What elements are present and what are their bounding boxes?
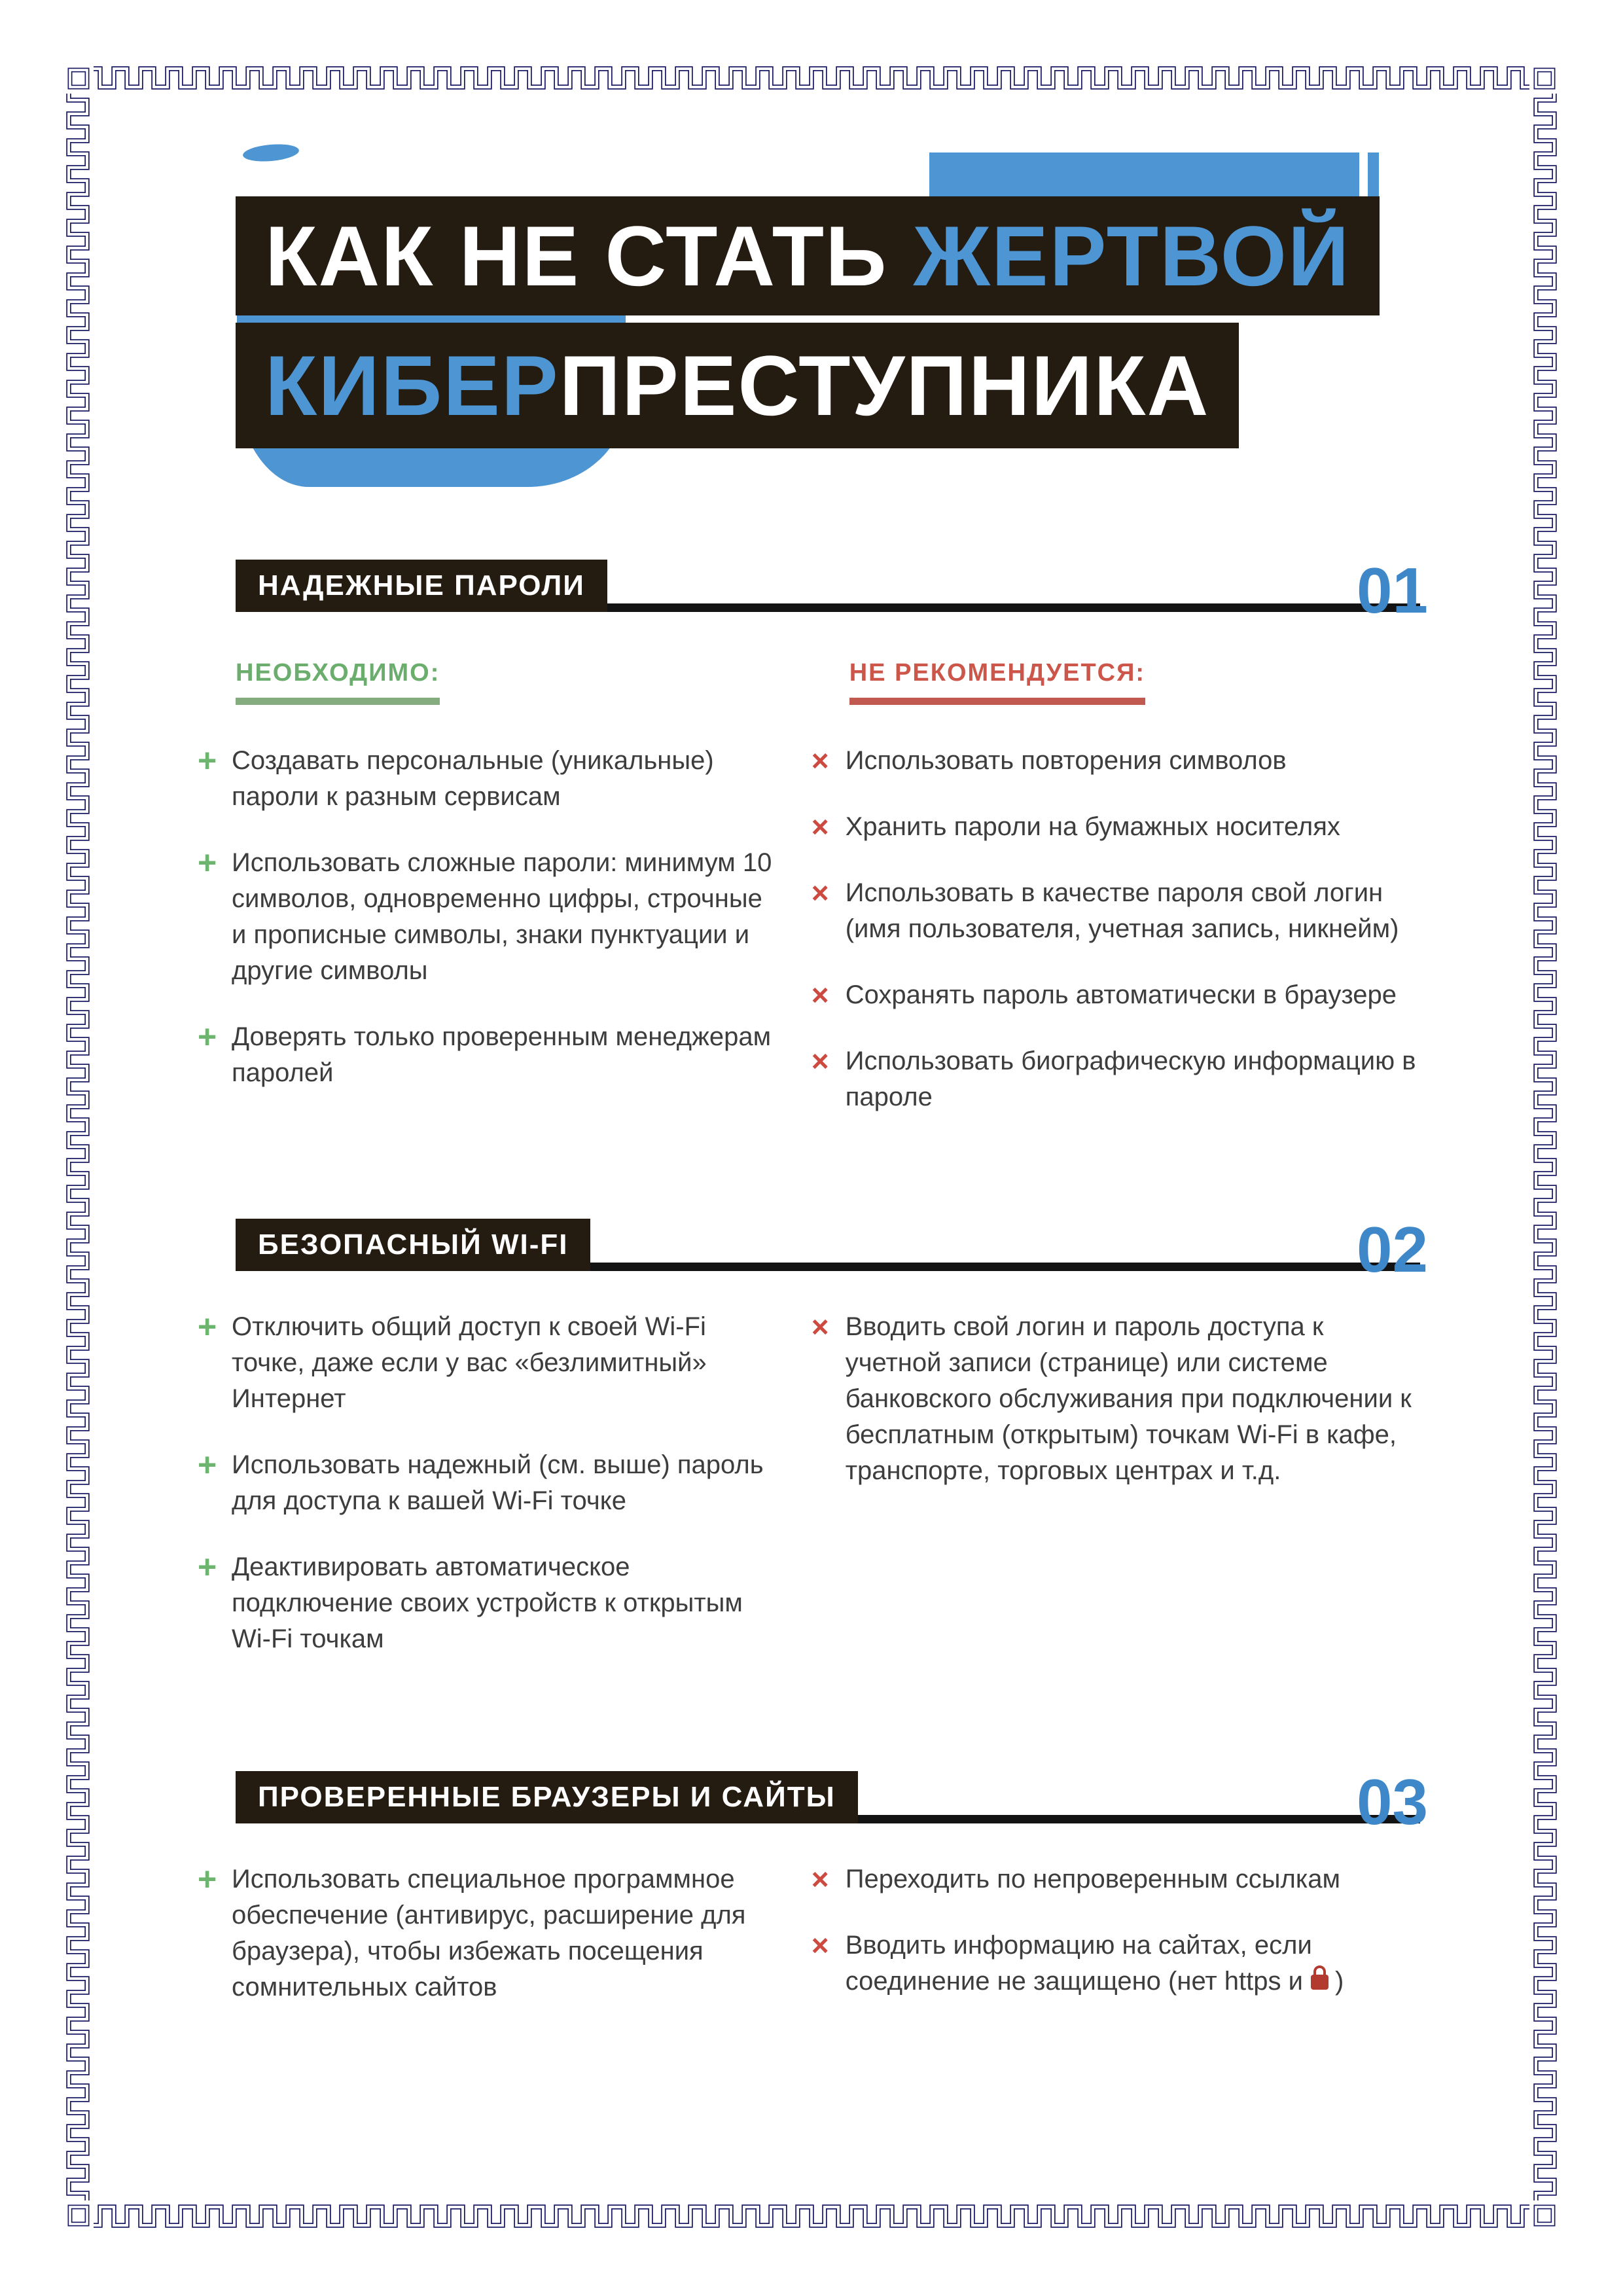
plus-icon: + <box>198 1446 217 1483</box>
plus-icon: + <box>198 844 217 881</box>
list-item <box>198 844 774 989</box>
list-item-text: Отключить общий доступ к своей Wi-Fi точке, даже если у вас «безлимитный» Интернет <box>232 1312 707 1413</box>
section-columns <box>198 1861 1420 2036</box>
do-column <box>198 1308 774 1687</box>
list-item <box>198 742 774 815</box>
cross-icon: × <box>811 1310 829 1344</box>
dont-label: НЕ РЕКОМЕНДУЕТСЯ: <box>849 659 1145 705</box>
list-item-text: Использовать сложные пароли: минимум 10 символов, одновременно цифры, строчные и прописные символы, знаки пунктуации и другие символы <box>232 848 772 985</box>
dont-label-cell <box>849 659 1420 705</box>
border-corner-square-icon <box>63 63 94 94</box>
section-header <box>236 554 1428 626</box>
list-item-text: Сохранять пароль автоматически в браузере <box>845 980 1397 1009</box>
list-item-text: Использовать биографическую информацию в пароле <box>845 1047 1416 1111</box>
list-item <box>198 1446 774 1519</box>
plus-icon: + <box>198 1018 217 1055</box>
meander-border-bottom-icon <box>94 2200 1529 2231</box>
section-title-box <box>236 1771 858 1823</box>
lock-item-post-text: ) <box>1334 1967 1344 1996</box>
section-title: БЕЗОПАСНЫЙ WI-FI <box>258 1229 569 1261</box>
list-item-text: Создавать персональные (уникальные) пароли к разным сервисам <box>232 746 714 811</box>
list-item-text: Использовать повторения символов <box>845 746 1287 775</box>
border-corner-square-icon <box>1529 63 1560 94</box>
dont-column <box>811 743 1420 1145</box>
list-item <box>811 875 1420 947</box>
list-item-text: Переходить по непроверенным ссылкам <box>845 1865 1341 1893</box>
title-line1-white: КАК НЕ СТАТЬ <box>265 208 888 304</box>
section-columns <box>198 1308 1420 1687</box>
plus-icon: + <box>198 1308 217 1345</box>
border-corner-square-icon <box>1529 2200 1560 2231</box>
section-title-box <box>236 560 607 612</box>
section-browsers <box>198 1766 1428 2036</box>
content-area <box>198 554 1428 2036</box>
meander-border-right-icon <box>1529 94 1560 2200</box>
title-line2-white: ПРЕСТУПНИКА <box>559 338 1210 433</box>
title-line2-blue: КИБЕР <box>265 338 560 433</box>
cross-icon: × <box>811 744 829 778</box>
list-item-text: Деактивировать автоматическое подключение своих устройств к открытым Wi-Fi точкам <box>232 1552 743 1653</box>
cross-icon: × <box>811 1862 829 1896</box>
section-title: НАДЕЖНЫЕ ПАРОЛИ <box>258 569 585 601</box>
meander-border-left-icon <box>63 94 94 2200</box>
meander-border-top-icon <box>94 63 1529 94</box>
list-item-text: Использовать надежный (см. выше) пароль для доступа к вашей Wi-Fi точке <box>232 1450 764 1515</box>
section-title: ПРОВЕРЕННЫЕ БРАУЗЕРЫ И САЙТЫ <box>258 1781 836 1813</box>
do-label-cell <box>236 659 774 705</box>
title-line1-blue: ЖЕРТВОЙ <box>913 208 1351 304</box>
cross-icon: × <box>811 1044 829 1078</box>
do-label: НЕОБХОДИМО: <box>236 659 440 705</box>
list-item <box>198 1308 774 1417</box>
cross-icon: × <box>811 876 829 910</box>
section-passwords <box>198 554 1428 1145</box>
list-item-text: Использовать в качестве пароля свой логин (имя пользователя, учетная запись, никнейм) <box>845 878 1399 943</box>
section-wifi <box>198 1213 1428 1687</box>
list-item-text: Хранить пароли на бумажных носителях <box>845 812 1340 841</box>
do-dont-labels-row <box>236 659 1420 705</box>
section-header <box>236 1766 1428 1838</box>
list-item-text: Вводить свой логин и пароль доступа к учетной записи (странице) или системе банковского обслуживания при подключении к бесплатным (открытым) точкам Wi-Fi в кафе, транспорте, торговых центрах и т.д. <box>845 1312 1412 1485</box>
border-corner-square-icon <box>63 2200 94 2231</box>
dont-column <box>811 1309 1420 1687</box>
list-item-text: Использовать специальное программное обеспечение (антивирус, расширение для браузера), чтобы избежать посещения сомнительных сайтов <box>232 1865 746 2001</box>
cross-icon: × <box>811 978 829 1012</box>
list-item <box>811 809 1420 845</box>
cross-icon: × <box>811 810 829 844</box>
do-column <box>198 1861 774 2036</box>
list-item <box>811 1309 1420 1489</box>
lock-icon <box>1311 1975 1329 1990</box>
dont-column <box>811 1861 1420 2036</box>
list-item <box>198 1861 774 2005</box>
page-title-line2 <box>236 323 1239 448</box>
list-item <box>811 1928 1420 2000</box>
list-item <box>811 977 1420 1013</box>
section-columns <box>198 742 1420 1145</box>
list-item <box>811 743 1420 779</box>
plus-icon: + <box>198 742 217 779</box>
page-title-line1 <box>236 196 1380 315</box>
section-number: 01 <box>1356 554 1428 626</box>
list-item <box>198 1549 774 1657</box>
list-item-text: Доверять только проверенным менеджерам паролей <box>232 1022 772 1087</box>
list-item <box>811 1861 1420 1897</box>
lock-item-pre-text: Вводить информацию на сайтах, если соединение не защищено (нет https и <box>845 1931 1312 1996</box>
section-number: 03 <box>1356 1766 1428 1838</box>
list-item <box>198 1018 774 1091</box>
section-title-box <box>236 1219 590 1271</box>
cross-icon: × <box>811 1928 829 1962</box>
plus-icon: + <box>198 1549 217 1585</box>
section-number: 02 <box>1356 1213 1428 1285</box>
plus-icon: + <box>198 1861 217 1897</box>
blue-crescent-decor <box>242 142 300 163</box>
section-header <box>236 1213 1428 1285</box>
list-item <box>811 1043 1420 1115</box>
do-column <box>198 742 774 1145</box>
list-item-text-with-lock <box>846 1928 1420 2000</box>
